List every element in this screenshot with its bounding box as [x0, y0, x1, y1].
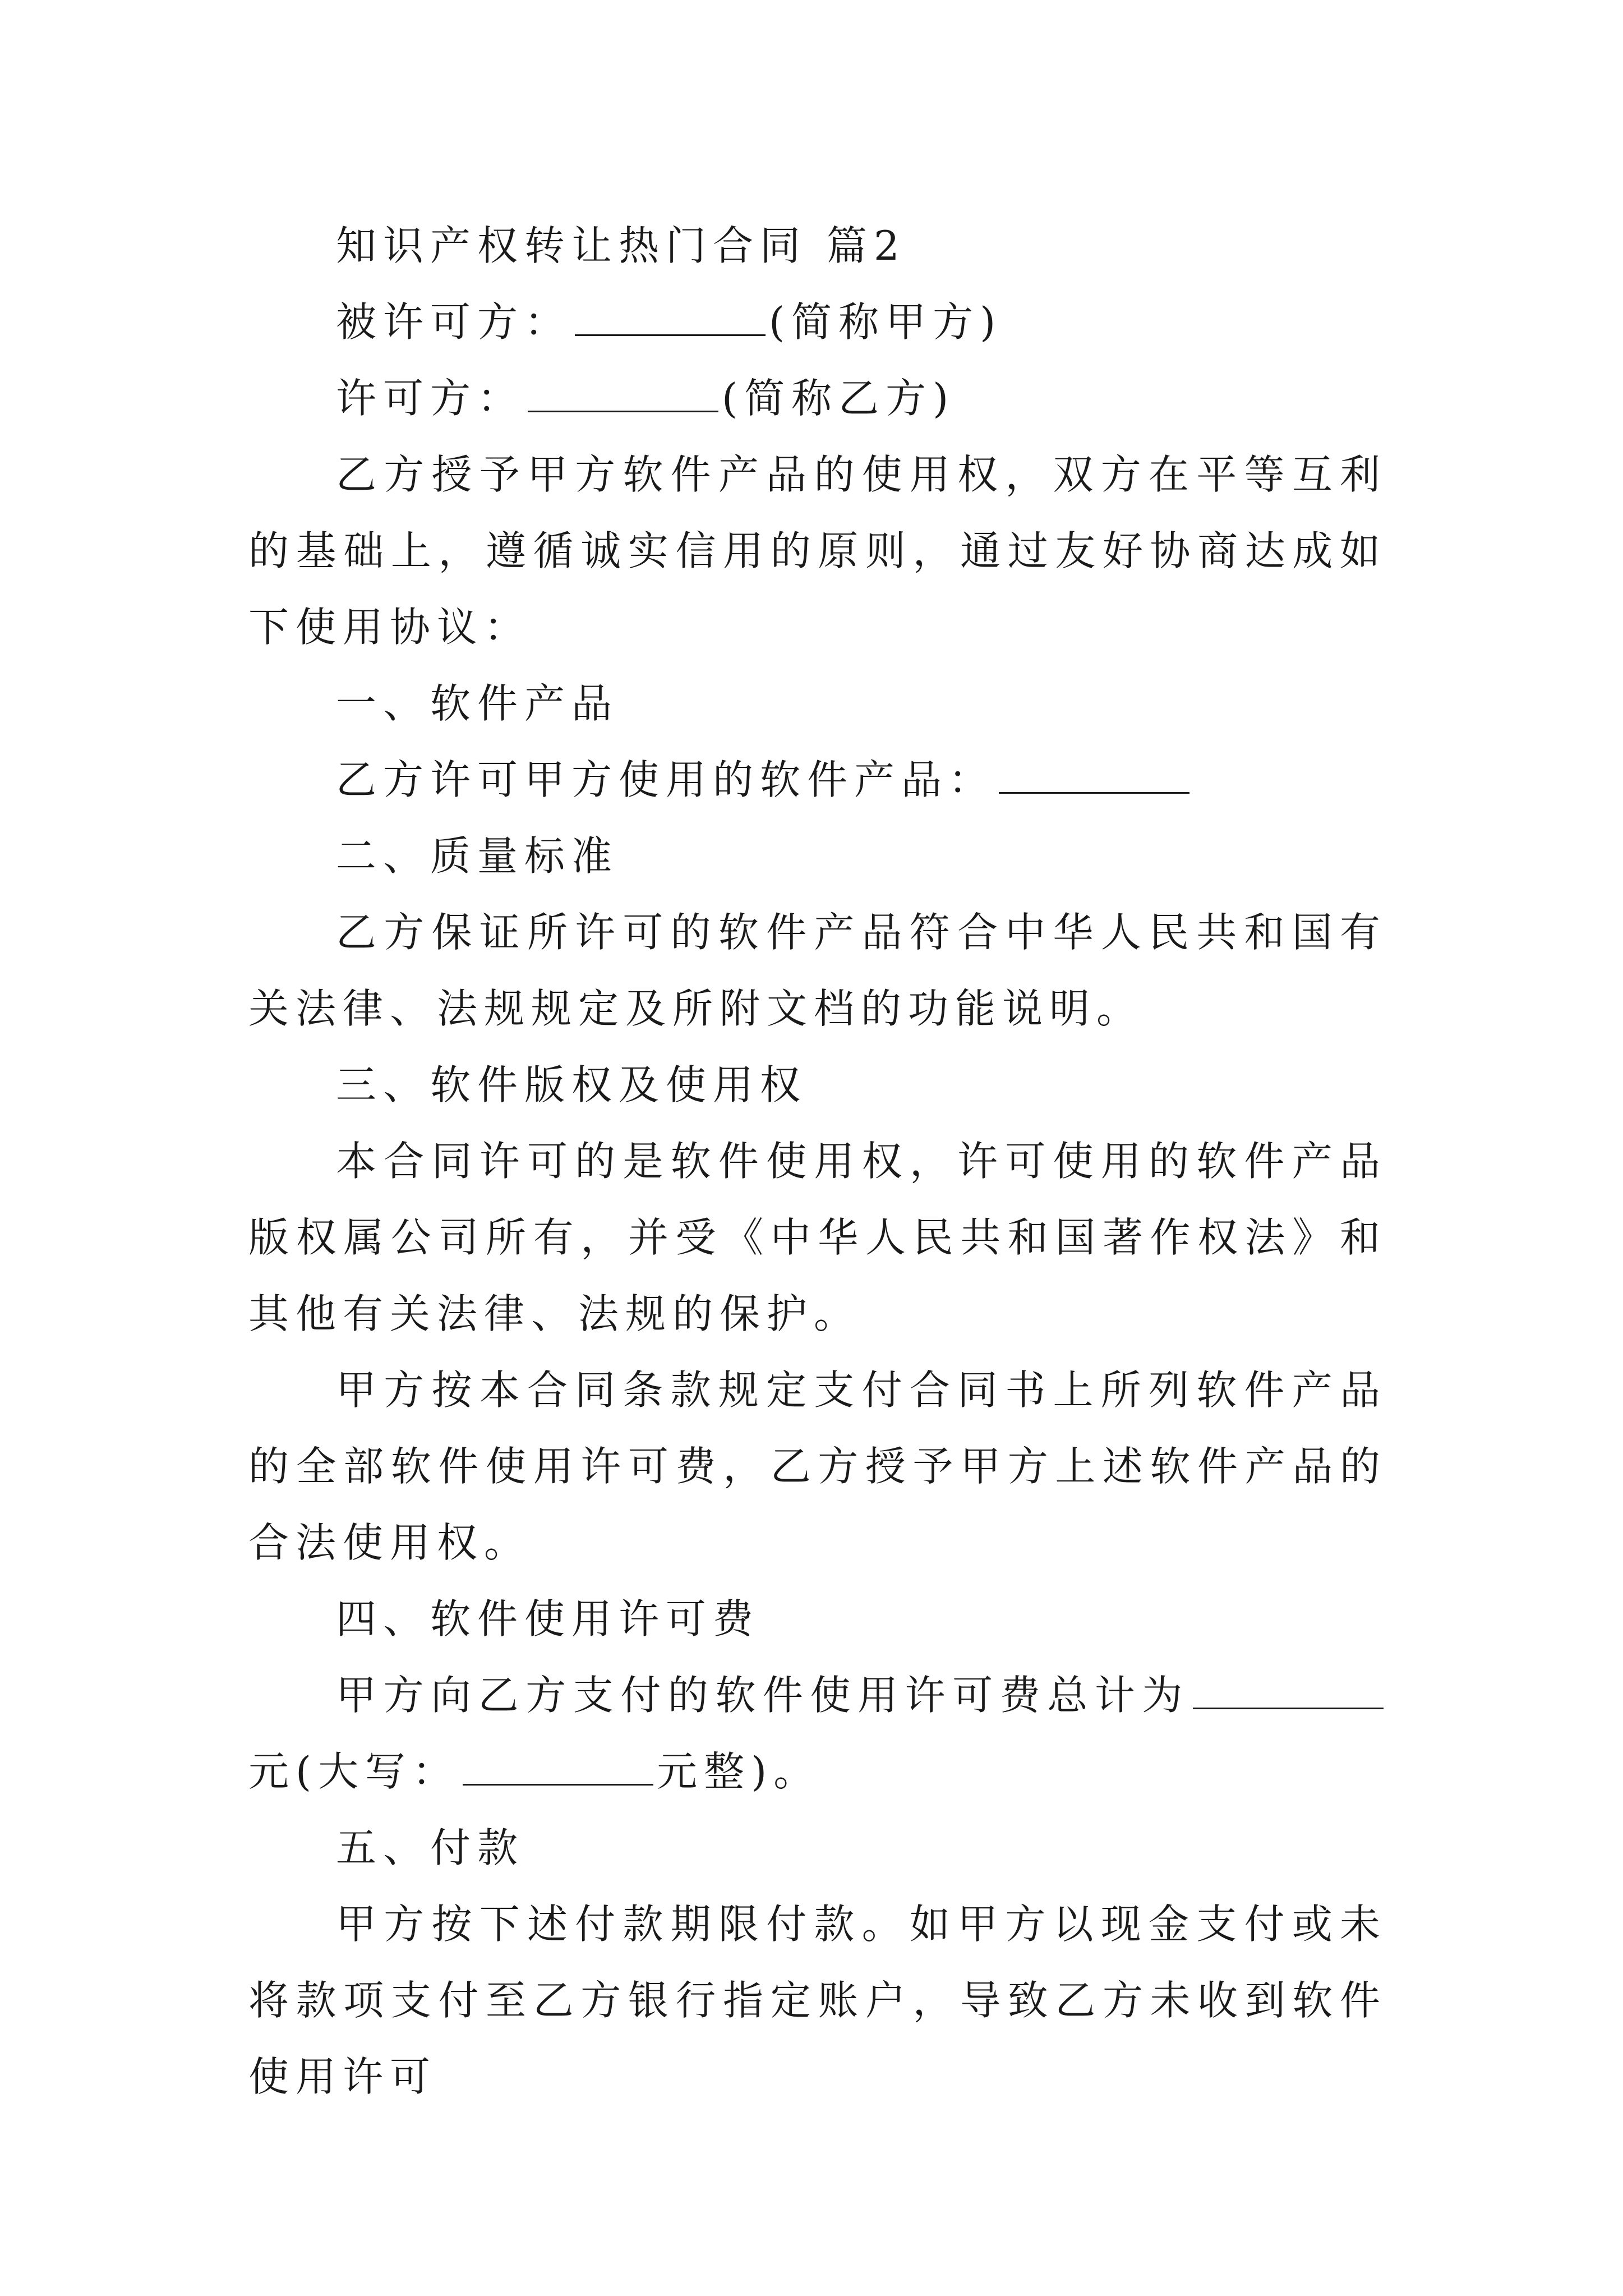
section1-paragraph	[248, 742, 1387, 818]
contract-body	[248, 208, 1387, 2115]
licensor-label: 许可方：	[336, 375, 525, 422]
section1-heading: 一、软件产品	[336, 680, 619, 727]
section2-heading: 二、质量标准	[336, 832, 619, 880]
section3-heading: 三、软件版权及使用权	[336, 1061, 808, 1108]
section3-paragraph-2: 甲方按本合同条款规定支付合同书上所列软件产品的全部软件使用许可费，乙方授予甲方上述软件产品的合法使用权。	[248, 1366, 1387, 1566]
licensor-line	[248, 360, 1387, 436]
section3-paragraph-1: 本合同许可的是软件使用权，许可使用的软件产品版权属公司所有，并受《中华人民共和国著作权法》和其他有关法律、法规的保护。	[248, 1138, 1387, 1337]
licensor-suffix: (简称乙方)	[722, 375, 956, 422]
section1-text: 乙方许可甲方使用的软件产品：	[336, 756, 996, 803]
section4-paragraph	[248, 1657, 1387, 1810]
intro-paragraph: 乙方授予甲方软件产品的使用权，双方在平等互利的基础上，遵循诚实信用的原则，通过友好协商达成如下使用协议：	[248, 451, 1387, 651]
fee-capital-blank	[463, 1750, 653, 1786]
licensee-label: 被许可方：	[336, 298, 572, 346]
fee-amount-blank	[1193, 1674, 1384, 1709]
fee-capital-prefix: (大写：	[296, 1748, 460, 1795]
section5-paragraph: 甲方按下述付款期限付款。如甲方以现金支付或未将款项支付至乙方银行指定账户，导致乙方未收到软件使用许可	[248, 1901, 1387, 2100]
fee-unit: 元	[248, 1748, 296, 1795]
section5-heading: 五、付款	[336, 1824, 525, 1871]
licensor-blank	[528, 377, 718, 412]
software-product-blank	[999, 758, 1189, 794]
section2-paragraph: 乙方保证所许可的软件产品符合中华人民共和国有关法律、法规规定及所附文档的功能说明。	[248, 909, 1387, 1032]
section4-heading: 四、软件使用许可费	[336, 1595, 760, 1642]
title-text: 知识产权转让热门合同 篇2	[336, 222, 906, 269]
licensee-line	[248, 284, 1387, 360]
licensee-suffix: (简称甲方)	[769, 298, 1003, 346]
document-title	[248, 208, 1387, 284]
licensee-blank	[575, 301, 766, 336]
fee-capital-suffix: 元整)。	[657, 1748, 821, 1795]
fee-text: 甲方向乙方支付的软件使用许可费总计为	[336, 1672, 1189, 1719]
